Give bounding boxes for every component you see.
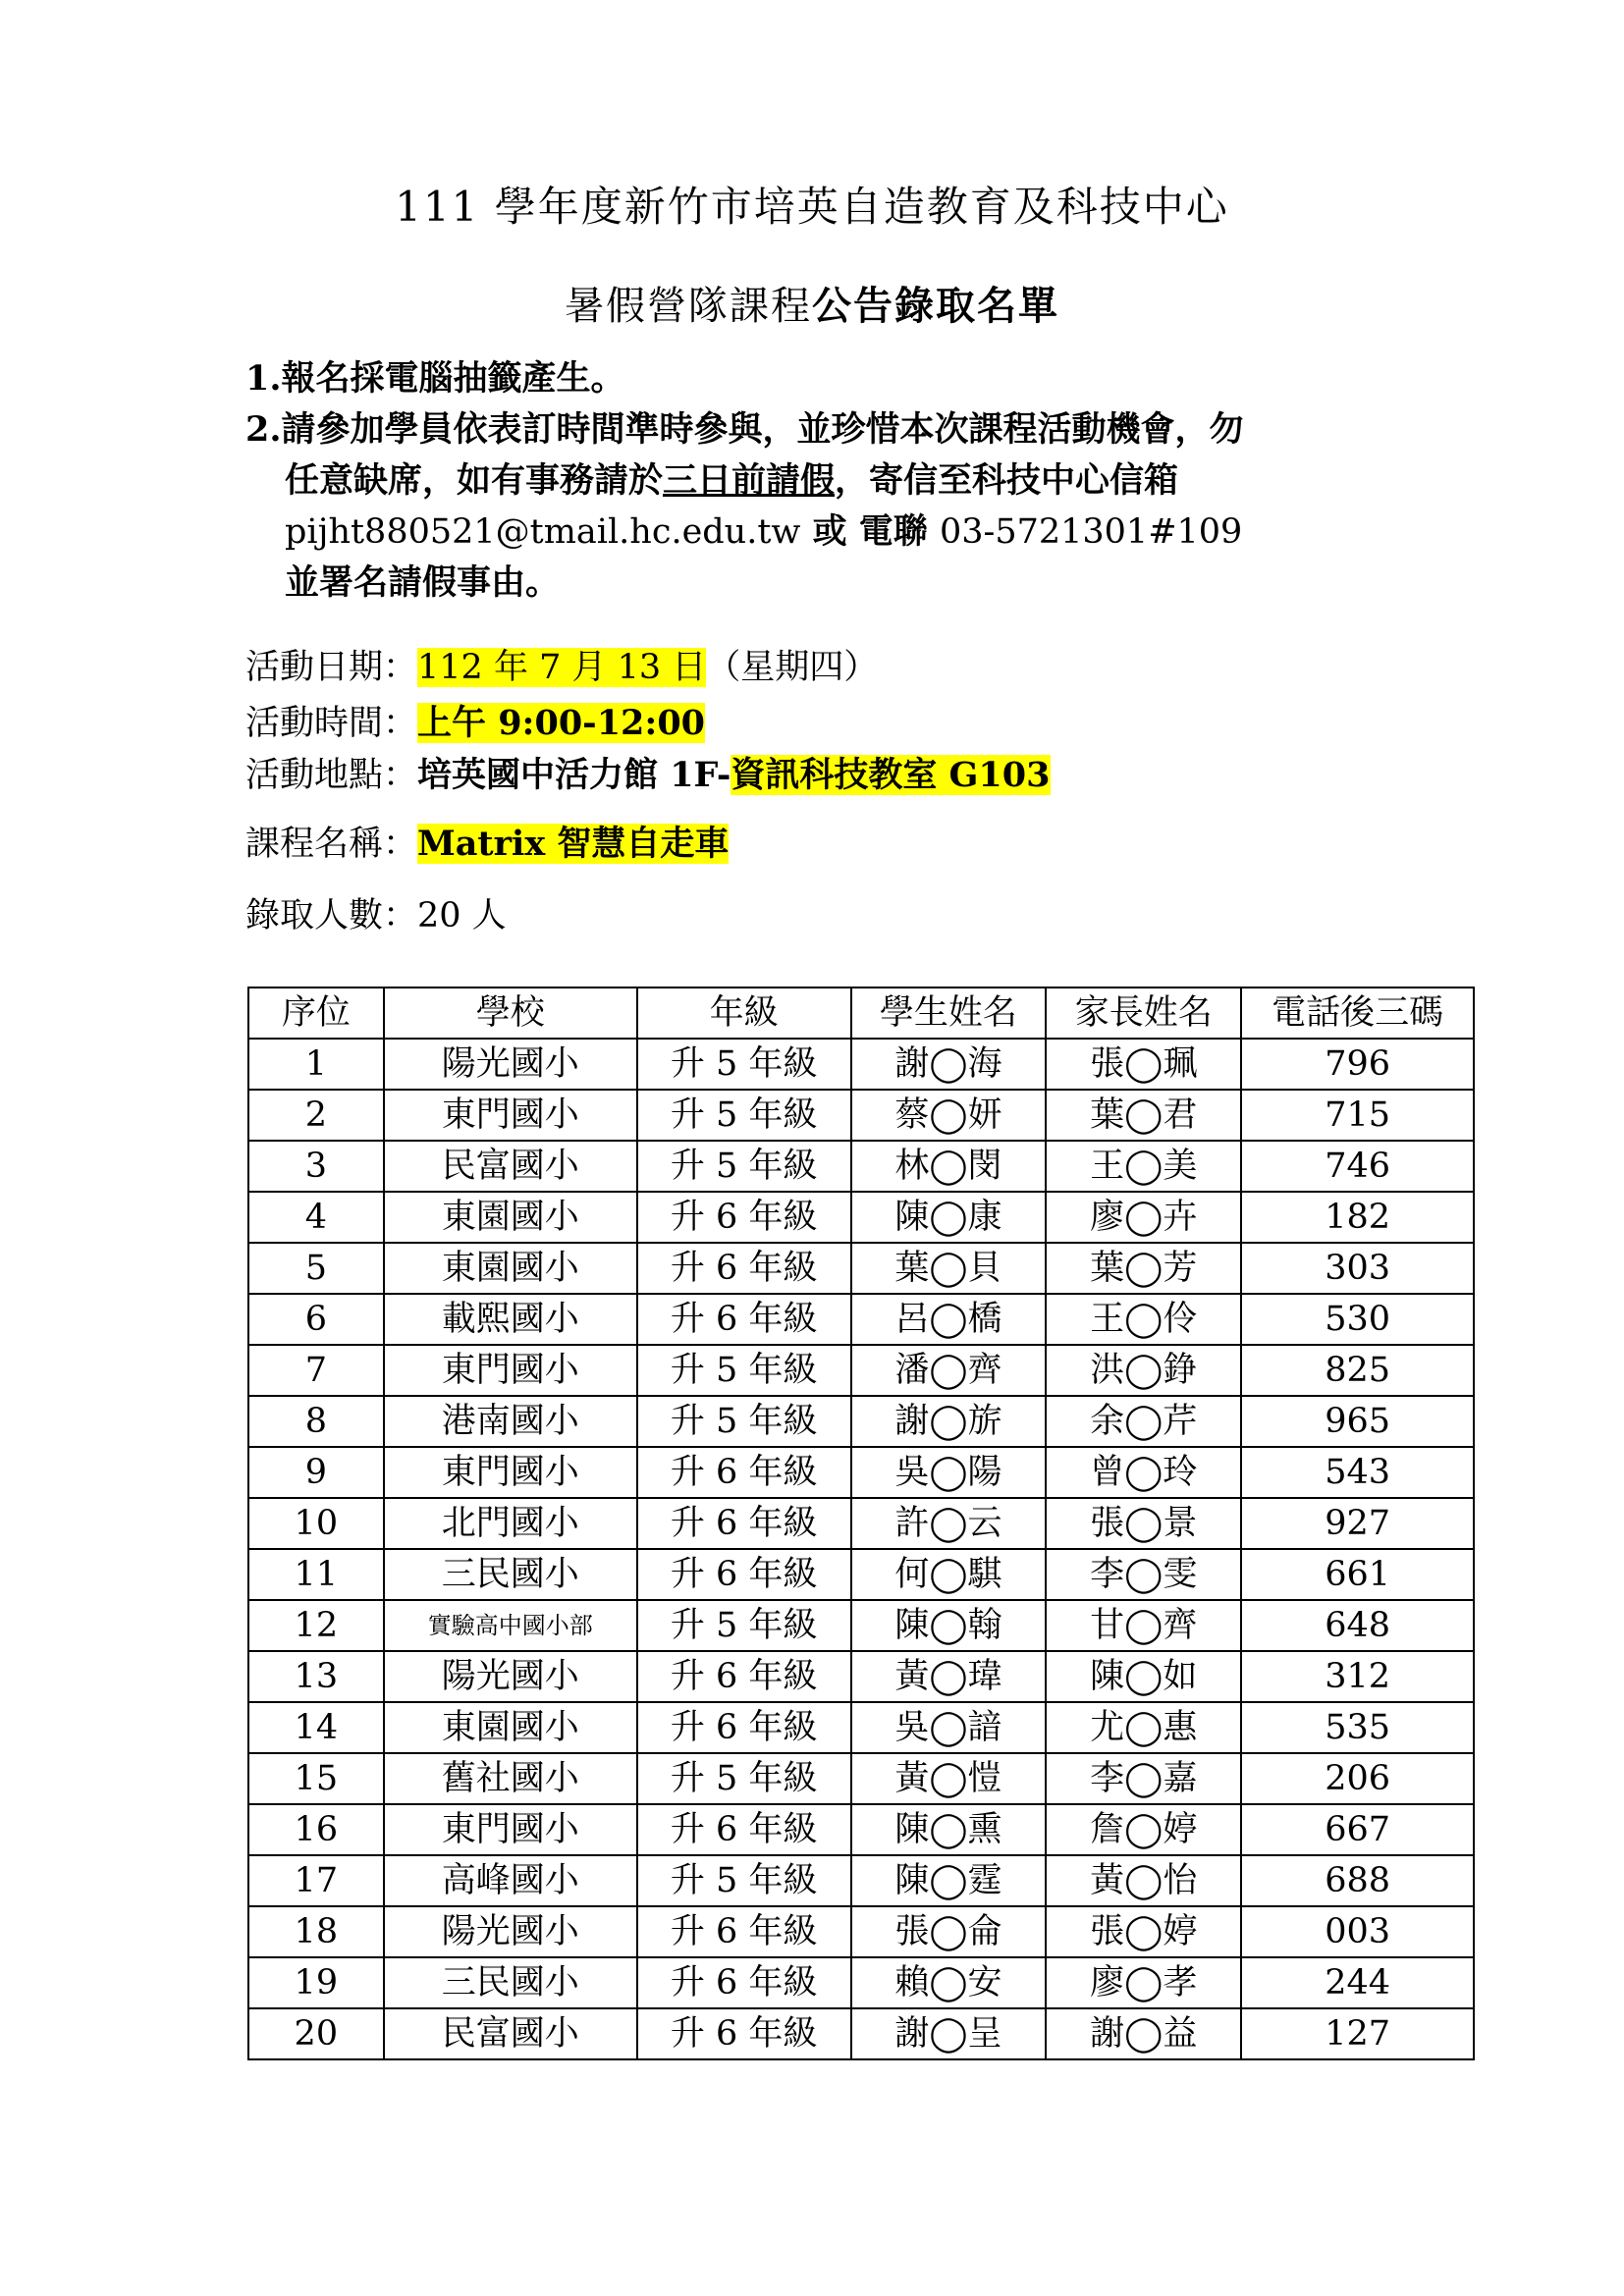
cell-grade: 升 6 年級: [637, 1906, 851, 1957]
cell-school: 東門國小: [384, 1804, 637, 1855]
note-line-1: 1.報名採電腦抽籤產生。: [245, 358, 625, 399]
cell-grade: 升 6 年級: [637, 1243, 851, 1294]
document-title: 111 學年度新竹市培英自造教育及科技中心: [395, 183, 1229, 231]
table-row: [248, 1141, 1474, 1192]
table-row: [248, 1855, 1474, 1906]
cell-seq: 5: [248, 1243, 384, 1294]
cell-phone-last3: 530: [1241, 1294, 1474, 1345]
table-row: [248, 1957, 1474, 2008]
admission-table: [247, 987, 1475, 2060]
cell-phone-last3: 927: [1241, 1498, 1474, 1549]
cell-school: 東門國小: [384, 1090, 637, 1141]
event-location-part1: 培英國中活力館 1F-: [417, 755, 731, 795]
cell-seq: 15: [248, 1753, 384, 1804]
table-row: [248, 1345, 1474, 1396]
table-row: [248, 1906, 1474, 1957]
cell-school: 東園國小: [384, 1702, 637, 1753]
cell-parent-name: 黃◯怡: [1046, 1855, 1241, 1906]
cell-phone-last3: 648: [1241, 1600, 1474, 1651]
table-row: [248, 2008, 1474, 2059]
event-location-part2: 資訊科技教室 G103: [731, 755, 1051, 795]
cell-student-name: 張◯侖: [851, 1906, 1047, 1957]
cell-grade: 升 6 年級: [637, 1702, 851, 1753]
cell-grade: 升 6 年級: [637, 1651, 851, 1702]
table-row: [248, 1447, 1474, 1498]
cell-school: 三民國小: [384, 1957, 637, 2008]
header-student-name: 學生姓名: [851, 988, 1047, 1039]
cell-phone-last3: 244: [1241, 1957, 1474, 2008]
event-date-weekday: （星期四）: [706, 648, 879, 687]
table-row: [248, 1243, 1474, 1294]
note-line-4-or: 或 電聯: [800, 511, 940, 552]
document-subtitle: [0, 275, 1624, 331]
cell-parent-name: 李◯嘉: [1046, 1753, 1241, 1804]
header-seq: 序位: [248, 988, 384, 1039]
cell-parent-name: 曾◯玲: [1046, 1447, 1241, 1498]
cell-school: 北門國小: [384, 1498, 637, 1549]
event-time-row: [245, 699, 705, 748]
cell-student-name: 林◯閔: [851, 1141, 1047, 1192]
admit-count-row: [245, 891, 507, 940]
cell-parent-name: 洪◯錚: [1046, 1345, 1241, 1396]
cell-student-name: 蔡◯妍: [851, 1090, 1047, 1141]
cell-grade: 升 5 年級: [637, 1039, 851, 1090]
cell-seq: 7: [248, 1345, 384, 1396]
header-school: 學校: [384, 988, 637, 1039]
cell-seq: 16: [248, 1804, 384, 1855]
cell-school: 舊社國小: [384, 1753, 637, 1804]
cell-seq: 11: [248, 1549, 384, 1600]
cell-school: 實驗高中國小部: [384, 1600, 637, 1651]
table-row: [248, 1651, 1474, 1702]
cell-phone-last3: 825: [1241, 1345, 1474, 1396]
cell-phone-last3: 206: [1241, 1753, 1474, 1804]
cell-seq: 8: [248, 1396, 384, 1447]
cell-phone-last3: 127: [1241, 2008, 1474, 2059]
cell-seq: 9: [248, 1447, 384, 1498]
cell-student-name: 謝◯呈: [851, 2008, 1047, 2059]
cell-phone-last3: 543: [1241, 1447, 1474, 1498]
cell-grade: 升 5 年級: [637, 1855, 851, 1906]
cell-school: 東園國小: [384, 1243, 637, 1294]
cell-grade: 升 5 年級: [637, 1753, 851, 1804]
cell-grade: 升 6 年級: [637, 1447, 851, 1498]
notes-section: [245, 353, 1424, 609]
table-row: [248, 1498, 1474, 1549]
cell-seq: 1: [248, 1039, 384, 1090]
cell-seq: 4: [248, 1192, 384, 1243]
cell-school: 陽光國小: [384, 1906, 637, 1957]
cell-phone-last3: 965: [1241, 1396, 1474, 1447]
cell-school: 民富國小: [384, 2008, 637, 2059]
cell-school: 民富國小: [384, 1141, 637, 1192]
cell-phone-last3: 182: [1241, 1192, 1474, 1243]
cell-student-name: 潘◯齊: [851, 1345, 1047, 1396]
cell-parent-name: 詹◯婷: [1046, 1804, 1241, 1855]
cell-parent-name: 張◯婷: [1046, 1906, 1241, 1957]
cell-grade: 升 6 年級: [637, 1498, 851, 1549]
cell-grade: 升 6 年級: [637, 1804, 851, 1855]
cell-student-name: 呂◯橋: [851, 1294, 1047, 1345]
note-line-4: [245, 507, 1424, 558]
cell-seq: 19: [248, 1957, 384, 2008]
table-row: [248, 1039, 1474, 1090]
cell-grade: 升 5 年級: [637, 1396, 851, 1447]
note-line-5: 並署名請假事由。: [285, 562, 561, 603]
cell-seq: 13: [248, 1651, 384, 1702]
cell-student-name: 黃◯愷: [851, 1753, 1047, 1804]
subtitle-part1: 暑假營隊課程: [565, 284, 812, 329]
cell-student-name: 黃◯瑋: [851, 1651, 1047, 1702]
cell-phone-last3: 535: [1241, 1702, 1474, 1753]
cell-student-name: 葉◯貝: [851, 1243, 1047, 1294]
cell-student-name: 陳◯霆: [851, 1855, 1047, 1906]
cell-student-name: 何◯騏: [851, 1549, 1047, 1600]
table-row: [248, 1549, 1474, 1600]
cell-parent-name: 王◯伶: [1046, 1294, 1241, 1345]
cell-seq: 20: [248, 2008, 384, 2059]
cell-seq: 12: [248, 1600, 384, 1651]
table-row: [248, 1294, 1474, 1345]
header-parent-name: 家長姓名: [1046, 988, 1241, 1039]
course-name-value: Matrix 智慧自走車: [417, 824, 730, 864]
event-location-row: [245, 751, 1051, 800]
cell-seq: 18: [248, 1906, 384, 1957]
cell-student-name: 陳◯翰: [851, 1600, 1047, 1651]
cell-parent-name: 廖◯孝: [1046, 1957, 1241, 2008]
cell-parent-name: 張◯景: [1046, 1498, 1241, 1549]
cell-school: 東門國小: [384, 1345, 637, 1396]
cell-seq: 14: [248, 1702, 384, 1753]
course-name-label: 課程名稱：: [245, 825, 418, 864]
cell-phone-last3: 661: [1241, 1549, 1474, 1600]
cell-seq: 17: [248, 1855, 384, 1906]
event-time-label: 活動時間：: [245, 704, 418, 743]
cell-grade: 升 6 年級: [637, 1957, 851, 2008]
cell-grade: 升 5 年級: [637, 1600, 851, 1651]
cell-parent-name: 李◯雯: [1046, 1549, 1241, 1600]
table-row: [248, 1090, 1474, 1141]
event-location-label: 活動地點：: [245, 756, 418, 795]
cell-grade: 升 5 年級: [637, 1141, 851, 1192]
cell-phone-last3: 003: [1241, 1906, 1474, 1957]
table-row: [248, 1702, 1474, 1753]
cell-grade: 升 5 年級: [637, 1090, 851, 1141]
cell-grade: 升 6 年級: [637, 1549, 851, 1600]
table-row: [248, 1396, 1474, 1447]
cell-parent-name: 余◯芹: [1046, 1396, 1241, 1447]
cell-student-name: 謝◯海: [851, 1039, 1047, 1090]
cell-parent-name: 葉◯芳: [1046, 1243, 1241, 1294]
note-leave-deadline: 三日前請假: [663, 460, 836, 501]
cell-phone-last3: 667: [1241, 1804, 1474, 1855]
event-date-label: 活動日期：: [245, 648, 418, 687]
cell-student-name: 謝◯旂: [851, 1396, 1047, 1447]
cell-school: 高峰國小: [384, 1855, 637, 1906]
event-date-row: [245, 643, 878, 692]
cell-seq: 6: [248, 1294, 384, 1345]
table-header-row: [248, 988, 1474, 1039]
contact-phone: 03-5721301#109: [939, 512, 1243, 552]
header-grade: 年級: [637, 988, 851, 1039]
event-date-value: 112 年 7 月 13 日: [417, 648, 707, 687]
event-time-value: 上午 9:00-12:00: [417, 703, 706, 743]
cell-parent-name: 陳◯如: [1046, 1651, 1241, 1702]
cell-grade: 升 6 年級: [637, 1192, 851, 1243]
table-row: [248, 1600, 1474, 1651]
admit-count-value: 20 人: [417, 896, 507, 935]
note-line-2: 2.請參加學員依表訂時間準時參與，並珍惜本次課程活動機會，勿: [245, 409, 1244, 450]
cell-parent-name: 廖◯卉: [1046, 1192, 1241, 1243]
cell-parent-name: 謝◯益: [1046, 2008, 1241, 2059]
cell-phone-last3: 312: [1241, 1651, 1474, 1702]
admit-count-label: 錄取人數：: [245, 896, 418, 935]
cell-school: 東門國小: [384, 1447, 637, 1498]
cell-phone-last3: 746: [1241, 1141, 1474, 1192]
contact-email: pijht880521@tmail.hc.edu.tw: [285, 512, 801, 552]
cell-parent-name: 張◯珮: [1046, 1039, 1241, 1090]
cell-phone-last3: 715: [1241, 1090, 1474, 1141]
cell-seq: 2: [248, 1090, 384, 1141]
cell-grade: 升 5 年級: [637, 1345, 851, 1396]
table-row: [248, 1753, 1474, 1804]
cell-school: 載熙國小: [384, 1294, 637, 1345]
cell-school: 陽光國小: [384, 1039, 637, 1090]
cell-school: 東園國小: [384, 1192, 637, 1243]
cell-grade: 升 6 年級: [637, 1294, 851, 1345]
cell-parent-name: 尤◯惠: [1046, 1702, 1241, 1753]
cell-grade: 升 6 年級: [637, 2008, 851, 2059]
cell-student-name: 陳◯熏: [851, 1804, 1047, 1855]
cell-school: 港南國小: [384, 1396, 637, 1447]
table-body: [248, 1039, 1474, 2059]
cell-phone-last3: 796: [1241, 1039, 1474, 1090]
cell-parent-name: 王◯美: [1046, 1141, 1241, 1192]
cell-student-name: 陳◯康: [851, 1192, 1047, 1243]
subtitle-part2: 公告錄取名單: [812, 283, 1059, 329]
course-name-row: [245, 820, 729, 869]
cell-student-name: 賴◯安: [851, 1957, 1047, 2008]
table-row: [248, 1192, 1474, 1243]
cell-school: 陽光國小: [384, 1651, 637, 1702]
cell-seq: 3: [248, 1141, 384, 1192]
cell-student-name: 吳◯陽: [851, 1447, 1047, 1498]
cell-student-name: 許◯云: [851, 1498, 1047, 1549]
cell-phone-last3: 303: [1241, 1243, 1474, 1294]
cell-parent-name: 葉◯君: [1046, 1090, 1241, 1141]
cell-parent-name: 甘◯齊: [1046, 1600, 1241, 1651]
cell-student-name: 吳◯諳: [851, 1702, 1047, 1753]
cell-phone-last3: 688: [1241, 1855, 1474, 1906]
table-row: [248, 1804, 1474, 1855]
cell-seq: 10: [248, 1498, 384, 1549]
note-line-3-after: ，寄信至科技中心信箱: [835, 460, 1179, 501]
note-line-3: [245, 455, 1424, 507]
header-phone-last3: 電話後三碼: [1241, 988, 1474, 1039]
cell-school: 三民國小: [384, 1549, 637, 1600]
note-line-3-before: 任意缺席，如有事務請於: [285, 460, 664, 501]
